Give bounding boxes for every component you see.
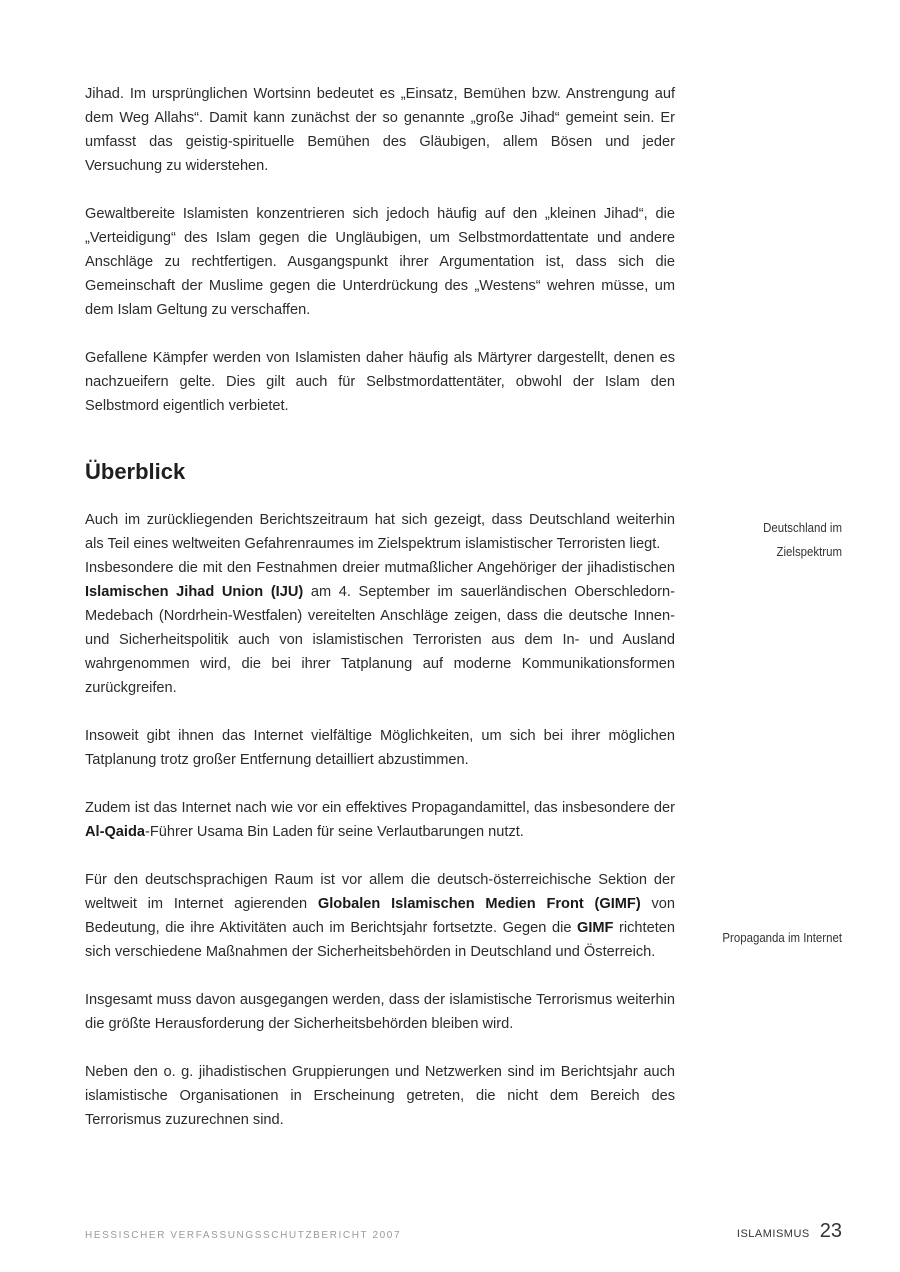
paragraph [85, 796, 675, 844]
section-heading: Überblick [85, 459, 186, 484]
margin-note-line: Propaganda im Internet [722, 930, 842, 945]
text-run: -Führer Usama Bin Laden für seine Verlautbarungen nutzt. [145, 824, 524, 840]
text-run: Jihad. Im ursprünglichen Wortsinn bedeutet es „Einsatz, Bemühen bzw. Anstrengung auf dem Weg Allahs“. Damit kann zunächst der so genannte „große Jihad“ gemeint sein. Er umfasst das geistig-spirituelle Bemühen des Gläubigen, allem Bösen und jeder Versuchung zu widerstehen. [85, 86, 675, 174]
footer-page-info [737, 1220, 842, 1243]
text-run: richteten sich verschiedene Maßnahmen der Sicherheitsbehörden in Deutschland und Österreich. [85, 920, 675, 960]
paragraph [85, 868, 675, 964]
paragraph [85, 988, 675, 1036]
text-run: Zudem ist das Internet nach wie vor ein effektives Propagandamittel, das insbesondere der [85, 800, 675, 816]
margin-note-line: Zielspektrum [776, 544, 842, 559]
margin-note-propaganda [692, 926, 842, 950]
text-run: Für den deutschsprachigen Raum ist vor allem die deutsch-österreichische Sektion der weltweit im Internet agierenden [85, 872, 675, 912]
bold-term: Al-Qaida [85, 824, 146, 840]
footer-publication-title: HESSISCHER VERFASSUNGSSCHUTZBERICHT 2007 [85, 1230, 402, 1241]
text-run: Neben den o. g. jihadistischen Gruppierungen und Netzwerken sind im Berichtsjahr auch islamistische Organisationen in Erscheinung getreten, die nicht dem Bereich des Terrorismus zuzurechnen sind. [85, 1064, 675, 1128]
paragraph [85, 82, 675, 178]
text-run: Gewaltbereite Islamisten konzentrieren sich jedoch häufig auf den „kleinen Jihad“, die „Verteidigung“ des Islam gegen die Ungläubigen, um Selbstmordattentate und andere Anschläge zu rechtfertigen. Ausgangspunkt ihrer Argumentation ist, dass sich die Gemeinschaft der Muslime gegen die Unterdrückung des „Westens“ wehren müsse, um dem Islam Geltung zu verschaffen. [85, 206, 675, 318]
paragraph [85, 556, 675, 700]
text-run: am 4. September im sauerländischen Oberschledorn-Medebach (Nordrhein-Westfalen) vereitelten Anschläge zeigen, dass die deutsche Innen- und Sicherheitspolitik auch von islamistischen Terroristen aus dem In- und Ausland wahrgenommen wird, die bei ihrer Tatplanung auf moderne Kommunikationsformen zurückgreifen. [85, 584, 675, 696]
footer-section-name: ISLAMISMUS [736, 1228, 810, 1240]
bold-term: Islamischen Jihad Union (IJU) [85, 584, 304, 600]
text-run: Gefallene Kämpfer werden von Islamisten daher häufig als Märtyrer dargestellt, denen es nachzueifern gelte. Dies gilt auch für Selbstmordattentäter, obwohl der Islam den Selbstmord eigentlich verbietet. [85, 350, 675, 414]
margin-note-line: Deutschland im [763, 520, 842, 535]
margin-note-zielspektrum [692, 516, 842, 564]
text-run: Insgesamt muss davon ausgegangen werden, dass der islamistische Terrorismus weiterhin die größte Herausforderung der Sicherheitsbehörden bleiben wird. [85, 992, 675, 1032]
paragraph [85, 1060, 675, 1132]
main-content [85, 82, 675, 1156]
overview-text-block [85, 508, 675, 1132]
text-run: von Bedeutung, die ihre Aktivitäten auch im Berichtsjahr fortsetzte. Gegen die [85, 896, 675, 936]
paragraph [85, 724, 675, 772]
paragraph [85, 202, 675, 322]
page-number: 23 [819, 1220, 842, 1242]
text-run: Insoweit gibt ihnen das Internet vielfältige Möglichkeiten, um sich bei ihrer möglichen Tatplanung trotz großer Entfernung detailliert abzustimmen. [85, 728, 675, 768]
intro-text-block [85, 82, 675, 418]
bold-term: Globalen Islamischen Medien Front (GIMF) [317, 896, 641, 912]
paragraph [85, 508, 675, 556]
text-run: Insbesondere die mit den Festnahmen dreier mutmaßlicher Angehöriger der jihadistischen [85, 560, 675, 576]
bold-term: GIMF [576, 920, 614, 936]
paragraph [85, 346, 675, 418]
text-run: Auch im zurückliegenden Berichtszeitraum hat sich gezeigt, dass Deutschland weiterhin als Teil eines weltweiten Gefahrenraumes im Zielspektrum islamistischer Terroristen liegt. [85, 512, 675, 552]
